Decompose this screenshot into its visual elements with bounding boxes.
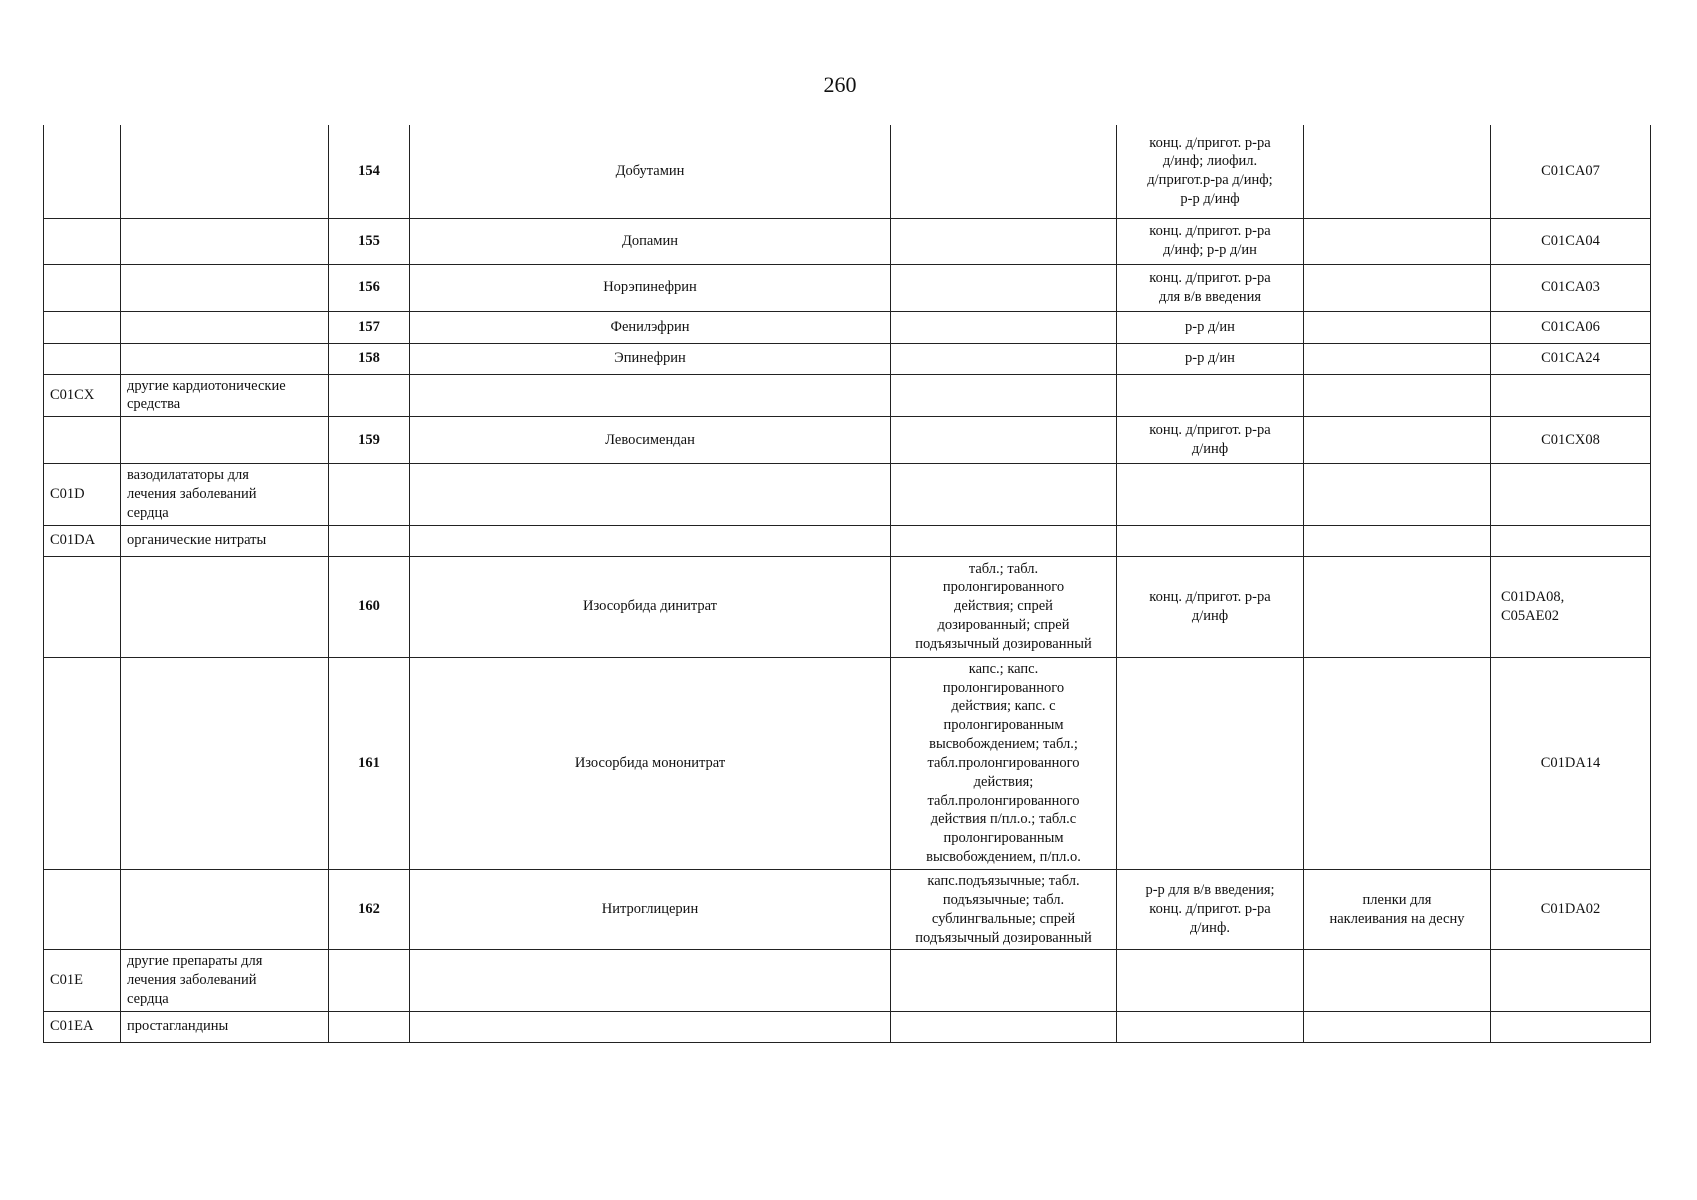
oral-form-cell xyxy=(891,311,1117,343)
table-row xyxy=(44,264,1651,311)
oral-form-cell: капс.; капс. пролонгированного действия; капс. с пролонгированным высвобождением; табл.; табл.пролонгированного действия; табл.пролонгированного действия п/пл.о.; табл.с пролонгированным высвобождением, п/пл.о. xyxy=(891,657,1117,869)
table-row xyxy=(44,950,1651,1012)
atc-code-cell: C01CX08 xyxy=(1491,417,1651,464)
table-body xyxy=(44,125,1651,1042)
injection-form-cell xyxy=(1117,950,1304,1012)
drug-name-cell: Добутамин xyxy=(410,125,891,218)
atc-code-cell: C01DA08, C05AE02 xyxy=(1491,556,1651,657)
item-number-cell: 162 xyxy=(329,870,410,950)
oral-form-cell xyxy=(891,417,1117,464)
item-number-cell: 159 xyxy=(329,417,410,464)
atc-group-name-cell xyxy=(121,218,329,264)
other-form-cell xyxy=(1304,343,1491,374)
atc-group-code-cell: C01EA xyxy=(44,1011,121,1042)
atc-code-cell: C01CA04 xyxy=(1491,218,1651,264)
oral-form-cell xyxy=(891,525,1117,556)
table-row xyxy=(44,525,1651,556)
item-number-cell xyxy=(329,525,410,556)
atc-group-name-cell: простагландины xyxy=(121,1011,329,1042)
atc-code-cell: C01DA02 xyxy=(1491,870,1651,950)
injection-form-cell: конц. д/пригот. р-ра д/инф; лиофил. д/пригот.р-ра д/инф; р-р д/инф xyxy=(1117,125,1304,218)
atc-group-name-cell xyxy=(121,417,329,464)
injection-form-cell: конц. д/пригот. р-ра д/инф xyxy=(1117,417,1304,464)
atc-group-code-cell: C01D xyxy=(44,464,121,526)
table-row xyxy=(44,125,1651,218)
atc-group-name-cell xyxy=(121,311,329,343)
other-form-cell: пленки для наклеивания на десну xyxy=(1304,870,1491,950)
drug-list-table xyxy=(43,125,1651,1043)
item-number-cell: 157 xyxy=(329,311,410,343)
atc-group-code-cell xyxy=(44,870,121,950)
oral-form-cell xyxy=(891,218,1117,264)
atc-group-name-cell: вазодилататоры для лечения заболеваний сердца xyxy=(121,464,329,526)
other-form-cell xyxy=(1304,657,1491,869)
oral-form-cell: табл.; табл. пролонгированного действия; спрей дозированный; спрей подъязычный дозированный xyxy=(891,556,1117,657)
drug-name-cell: Допамин xyxy=(410,218,891,264)
atc-group-name-cell xyxy=(121,657,329,869)
other-form-cell xyxy=(1304,1011,1491,1042)
item-number-cell: 155 xyxy=(329,218,410,264)
atc-group-code-cell xyxy=(44,343,121,374)
atc-group-name-cell: органические нитраты xyxy=(121,525,329,556)
atc-group-name-cell xyxy=(121,870,329,950)
oral-form-cell xyxy=(891,464,1117,526)
injection-form-cell xyxy=(1117,525,1304,556)
item-number-cell xyxy=(329,1011,410,1042)
atc-group-name-cell: другие кардиотонические средства xyxy=(121,374,329,417)
oral-form-cell xyxy=(891,950,1117,1012)
table-row xyxy=(44,218,1651,264)
injection-form-cell xyxy=(1117,464,1304,526)
table-row xyxy=(44,870,1651,950)
table-row xyxy=(44,311,1651,343)
injection-form-cell: конц. д/пригот. р-ра д/инф; р-р д/ин xyxy=(1117,218,1304,264)
item-number-cell: 158 xyxy=(329,343,410,374)
other-form-cell xyxy=(1304,374,1491,417)
drug-name-cell xyxy=(410,1011,891,1042)
item-number-cell xyxy=(329,374,410,417)
oral-form-cell xyxy=(891,343,1117,374)
oral-form-cell xyxy=(891,264,1117,311)
other-form-cell xyxy=(1304,950,1491,1012)
atc-group-code-cell: C01E xyxy=(44,950,121,1012)
atc-group-code-cell xyxy=(44,417,121,464)
other-form-cell xyxy=(1304,311,1491,343)
other-form-cell xyxy=(1304,525,1491,556)
injection-form-cell: р-р для в/в введения; конц. д/пригот. р-ра д/инф. xyxy=(1117,870,1304,950)
atc-group-name-cell xyxy=(121,264,329,311)
atc-group-code-cell xyxy=(44,657,121,869)
drug-name-cell: Норэпинефрин xyxy=(410,264,891,311)
atc-code-cell: C01CA03 xyxy=(1491,264,1651,311)
table-row xyxy=(44,464,1651,526)
other-form-cell xyxy=(1304,218,1491,264)
item-number-cell: 156 xyxy=(329,264,410,311)
drug-name-cell: Нитроглицерин xyxy=(410,870,891,950)
injection-form-cell: конц. д/пригот. р-ра для в/в введения xyxy=(1117,264,1304,311)
other-form-cell xyxy=(1304,556,1491,657)
table-row xyxy=(44,556,1651,657)
other-form-cell xyxy=(1304,417,1491,464)
atc-code-cell xyxy=(1491,464,1651,526)
page-number: 260 xyxy=(823,72,857,97)
atc-code-cell xyxy=(1491,1011,1651,1042)
drug-name-cell: Фенилэфрин xyxy=(410,311,891,343)
atc-group-code-cell xyxy=(44,556,121,657)
atc-code-cell: C01CA24 xyxy=(1491,343,1651,374)
other-form-cell xyxy=(1304,264,1491,311)
oral-form-cell: капс.подъязычные; табл. подъязычные; табл. сублингвальные; спрей подъязычный дозированный xyxy=(891,870,1117,950)
oral-form-cell xyxy=(891,125,1117,218)
atc-code-cell xyxy=(1491,950,1651,1012)
drug-name-cell xyxy=(410,950,891,1012)
table-row xyxy=(44,657,1651,869)
injection-form-cell xyxy=(1117,657,1304,869)
atc-group-name-cell: другие препараты для лечения заболеваний сердца xyxy=(121,950,329,1012)
atc-group-code-cell: C01CX xyxy=(44,374,121,417)
drug-name-cell: Изосорбида мононитрат xyxy=(410,657,891,869)
table-row xyxy=(44,417,1651,464)
atc-group-code-cell xyxy=(44,264,121,311)
drug-name-cell xyxy=(410,525,891,556)
injection-form-cell xyxy=(1117,374,1304,417)
item-number-cell xyxy=(329,950,410,1012)
item-number-cell: 154 xyxy=(329,125,410,218)
atc-group-name-cell xyxy=(121,125,329,218)
drug-name-cell: Левосимендан xyxy=(410,417,891,464)
atc-group-code-cell xyxy=(44,125,121,218)
drug-name-cell xyxy=(410,374,891,417)
drug-name-cell: Эпинефрин xyxy=(410,343,891,374)
atc-code-cell: C01DA14 xyxy=(1491,657,1651,869)
atc-code-cell: C01CA06 xyxy=(1491,311,1651,343)
oral-form-cell xyxy=(891,374,1117,417)
injection-form-cell: р-р д/ин xyxy=(1117,343,1304,374)
atc-group-code-cell: C01DA xyxy=(44,525,121,556)
item-number-cell: 160 xyxy=(329,556,410,657)
injection-form-cell: р-р д/ин xyxy=(1117,311,1304,343)
atc-code-cell xyxy=(1491,374,1651,417)
atc-group-code-cell xyxy=(44,311,121,343)
atc-code-cell xyxy=(1491,525,1651,556)
injection-form-cell: конц. д/пригот. р-ра д/инф xyxy=(1117,556,1304,657)
drug-name-cell: Изосорбида динитрат xyxy=(410,556,891,657)
table-row xyxy=(44,1011,1651,1042)
injection-form-cell xyxy=(1117,1011,1304,1042)
drug-name-cell xyxy=(410,464,891,526)
item-number-cell xyxy=(329,464,410,526)
oral-form-cell xyxy=(891,1011,1117,1042)
table-row xyxy=(44,374,1651,417)
table-row xyxy=(44,343,1651,374)
atc-group-name-cell xyxy=(121,556,329,657)
other-form-cell xyxy=(1304,125,1491,218)
atc-group-code-cell xyxy=(44,218,121,264)
item-number-cell: 161 xyxy=(329,657,410,869)
atc-group-name-cell xyxy=(121,343,329,374)
other-form-cell xyxy=(1304,464,1491,526)
atc-code-cell: C01CA07 xyxy=(1491,125,1651,218)
